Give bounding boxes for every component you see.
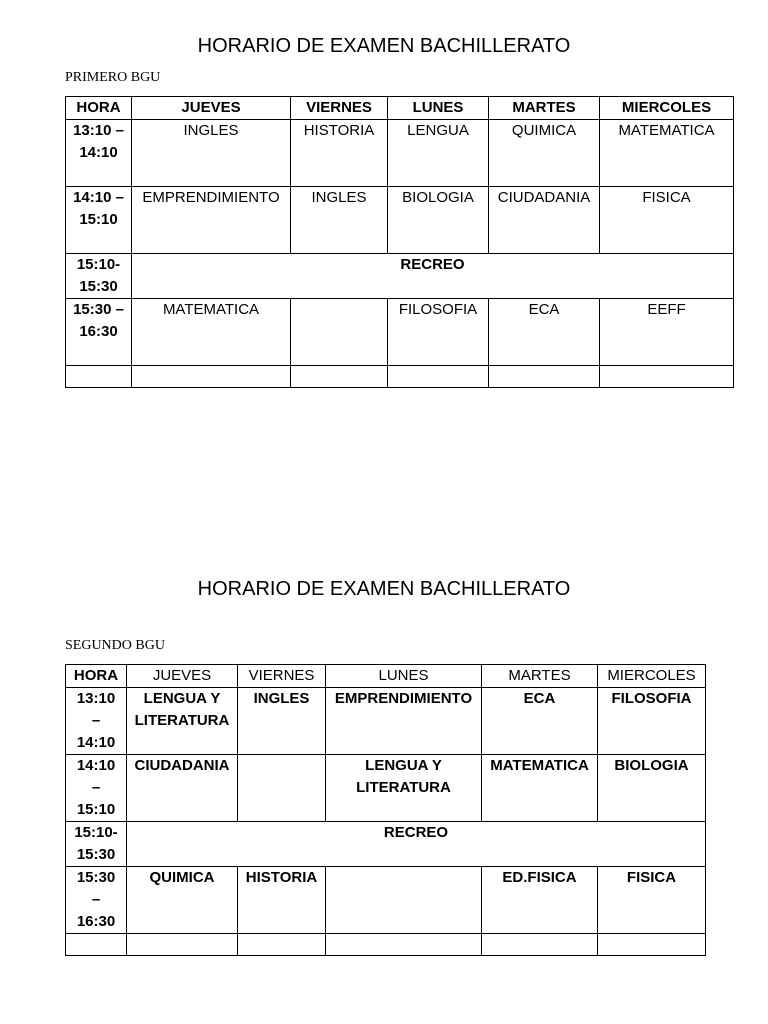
exam-cell: MATEMATICA: [600, 120, 734, 187]
exam-cell: INGLES: [238, 688, 326, 755]
table-row: [66, 688, 706, 755]
exam-cell: MATEMATICA: [482, 755, 598, 822]
hour-cell: 15:30 – 16:30: [66, 867, 127, 934]
exam-cell: HISTORIA: [291, 120, 388, 187]
empty-row: [66, 366, 734, 388]
exam-cell: QUIMICA: [489, 120, 600, 187]
header-jueves: JUEVES: [127, 665, 238, 688]
empty-row: [66, 934, 706, 956]
header-miercoles: MIERCOLES: [598, 665, 706, 688]
exam-cell: ED.FISICA: [482, 867, 598, 934]
table-row: [66, 187, 734, 254]
header-miercoles: MIERCOLES: [600, 97, 734, 120]
table-row: [66, 755, 706, 822]
exam-cell: FILOSOFIA: [598, 688, 706, 755]
recreo-cell: RECREO: [132, 254, 734, 299]
exam-cell: FISICA: [598, 867, 706, 934]
exam-cell: EMPRENDIMIENTO: [132, 187, 291, 254]
exam-cell: HISTORIA: [238, 867, 326, 934]
exam-cell: FISICA: [600, 187, 734, 254]
hour-cell: 15:30 – 16:30: [66, 299, 132, 366]
exam-cell: MATEMATICA: [132, 299, 291, 366]
exam-cell: INGLES: [291, 187, 388, 254]
exam-cell: [238, 755, 326, 822]
recreo-cell: RECREO: [127, 822, 706, 867]
exam-cell: [326, 867, 482, 934]
exam-cell: INGLES: [132, 120, 291, 187]
level-label-primero: PRIMERO BGU: [65, 70, 161, 85]
exam-cell: FILOSOFIA: [388, 299, 489, 366]
exam-cell: CIUDADANIA: [489, 187, 600, 254]
header-hora: HORA: [66, 97, 132, 120]
exam-cell: ECA: [489, 299, 600, 366]
table-row-recreo: [66, 254, 734, 299]
exam-cell: BIOLOGIA: [388, 187, 489, 254]
exam-cell: BIOLOGIA: [598, 755, 706, 822]
table-header-row: [66, 97, 734, 120]
schedule-table-primero: [65, 96, 734, 388]
exam-cell: LENGUA Y LITERATURA: [127, 688, 238, 755]
exam-cell: EEFF: [600, 299, 734, 366]
hour-cell: 14:10 – 15:10: [66, 755, 127, 822]
exam-cell: [291, 299, 388, 366]
header-viernes: VIERNES: [238, 665, 326, 688]
level-label-segundo: SEGUNDO BGU: [65, 638, 165, 653]
table-header-row: [66, 665, 706, 688]
exam-cell: CIUDADANIA: [127, 755, 238, 822]
header-viernes: VIERNES: [291, 97, 388, 120]
header-hora: HORA: [66, 665, 127, 688]
exam-cell: EMPRENDIMIENTO: [326, 688, 482, 755]
hour-cell: 13:10 – 14:10: [66, 688, 127, 755]
schedule-table-segundo: [65, 664, 706, 956]
exam-cell: LENGUA Y LITERATURA: [326, 755, 482, 822]
hour-cell: 13:10 – 14:10: [66, 120, 132, 187]
header-martes: MARTES: [482, 665, 598, 688]
exam-cell: ECA: [482, 688, 598, 755]
header-lunes: LUNES: [388, 97, 489, 120]
hour-cell: 14:10 – 15:10: [66, 187, 132, 254]
exam-cell: LENGUA: [388, 120, 489, 187]
table-row-recreo: [66, 822, 706, 867]
table-row: [66, 867, 706, 934]
hour-cell: 15:10- 15:30: [66, 254, 132, 299]
header-jueves: JUEVES: [132, 97, 291, 120]
header-martes: MARTES: [489, 97, 600, 120]
table-row: [66, 120, 734, 187]
schedule-title-primero: HORARIO DE EXAMEN BACHILLERATO: [197, 35, 571, 57]
table-row: [66, 299, 734, 366]
schedule-title-segundo: HORARIO DE EXAMEN BACHILLERATO: [197, 578, 571, 600]
header-lunes: LUNES: [326, 665, 482, 688]
exam-cell: QUIMICA: [127, 867, 238, 934]
hour-cell: 15:10- 15:30: [66, 822, 127, 867]
